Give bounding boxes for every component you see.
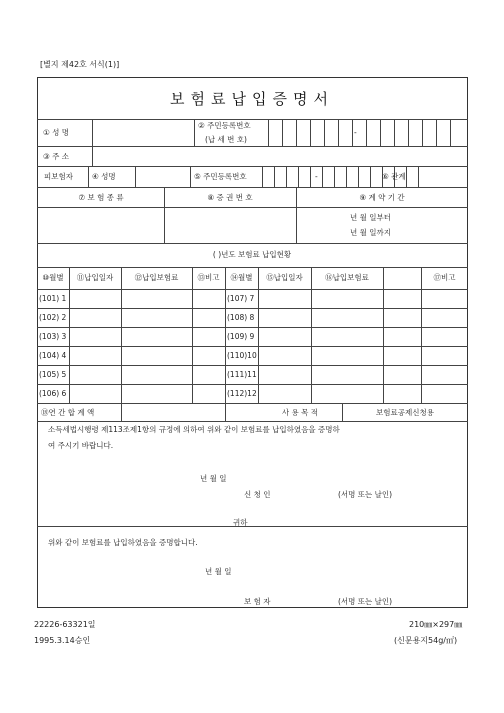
insured-label: 피보험자 bbox=[44, 172, 73, 181]
month-row-left: (106) 6 bbox=[39, 389, 67, 398]
month-row-right: (110)10 bbox=[227, 351, 257, 360]
insurer-label: 보 험 자 bbox=[244, 597, 271, 606]
period-to: 년 월 일까지 bbox=[350, 228, 391, 237]
month-row-right: (108) 8 bbox=[227, 313, 255, 322]
header-month-right: ⑭월별 bbox=[230, 273, 253, 282]
header-premium-left: ⑫납입보험료 bbox=[134, 273, 179, 282]
form-frame bbox=[37, 77, 468, 608]
request-text-line2: 여 주시기 바랍니다. bbox=[48, 441, 114, 450]
applicant-sign: (서명 또는 날인) bbox=[338, 490, 393, 499]
request-date: 년 월 일 bbox=[200, 474, 227, 483]
applicant-label: 신 청 인 bbox=[244, 490, 271, 499]
resident-number-label: ② 주민등록번호 bbox=[198, 121, 251, 130]
month-row-right: (109) 9 bbox=[227, 332, 255, 341]
paper-spec: (신문용지54g/㎡) bbox=[394, 636, 458, 645]
month-row-left: (101) 1 bbox=[39, 294, 67, 303]
month-row-left: (104) 4 bbox=[39, 351, 67, 360]
purpose-value: 보험료공제신청용 bbox=[376, 408, 434, 417]
month-row-right: (112)12 bbox=[227, 389, 257, 398]
form-reference: [별지 제42호 서식(1)] bbox=[40, 60, 120, 69]
month-row-right: (111)11 bbox=[227, 370, 257, 379]
header-month-left: ⑩월별 bbox=[42, 273, 64, 282]
header-remarks-left: ⑬비고 bbox=[197, 273, 220, 282]
month-row-left: (102) 2 bbox=[39, 313, 67, 322]
insurance-type-label: ⑦ 보 험 종 류 bbox=[78, 193, 124, 202]
header-date-right: ⑮납입일자 bbox=[266, 273, 303, 282]
request-text-line1: 소득세법시행령 제113조제1항의 규정에 의하여 위와 같이 보험료를 납입하였음을 증명하 bbox=[48, 425, 340, 434]
address-label: ③ 주 소 bbox=[43, 152, 69, 161]
purpose-label: 사 용 목 적 bbox=[281, 408, 319, 417]
header-date-left: ⑪납입일자 bbox=[76, 273, 114, 282]
tax-number-label: (납 세 번 호) bbox=[205, 135, 247, 144]
resident-number-dash: - bbox=[354, 128, 357, 137]
form-code: 22226-63321일 bbox=[34, 620, 96, 629]
insured-name-label: ④ 성명 bbox=[92, 172, 116, 181]
insurer-sign: (서명 또는 날인) bbox=[338, 597, 393, 606]
certify-text: 위와 같이 보험료를 납입하였음을 증명합니다. bbox=[48, 538, 198, 547]
header-remarks-right: ⑰비고 bbox=[433, 273, 456, 282]
name-label: ① 성 명 bbox=[43, 128, 69, 137]
form-title: 보험료납입증명서 bbox=[170, 90, 334, 108]
payment-status-title: ( )년도 보험료 납입현황 bbox=[212, 250, 292, 259]
approval-date: 1995.3.14승인 bbox=[34, 636, 91, 645]
annual-total-label: ⑱연 간 합 계 액 bbox=[41, 408, 95, 417]
header-premium-right: ⑯납입보험료 bbox=[325, 273, 369, 282]
month-row-left: (103) 3 bbox=[39, 332, 67, 341]
insured-resno-label: ⑤ 주민등록번호 bbox=[194, 172, 247, 181]
contract-period-label: ⑨ 계 약 기 간 bbox=[359, 193, 405, 202]
certify-date: 년 월 일 bbox=[205, 567, 232, 576]
policy-number-label: ⑧ 증 권 번 호 bbox=[207, 193, 253, 202]
month-row-left: (105) 5 bbox=[39, 370, 67, 379]
period-from: 년 월 일부터 bbox=[350, 213, 391, 222]
paper-size: 210㎜×297㎜ bbox=[409, 620, 463, 629]
insured-resno-dash: - bbox=[315, 172, 318, 181]
relation-label: ⑥ 관계 bbox=[382, 172, 406, 181]
month-row-right: (107) 7 bbox=[227, 294, 255, 303]
recipient-label: 귀하 bbox=[233, 518, 248, 527]
